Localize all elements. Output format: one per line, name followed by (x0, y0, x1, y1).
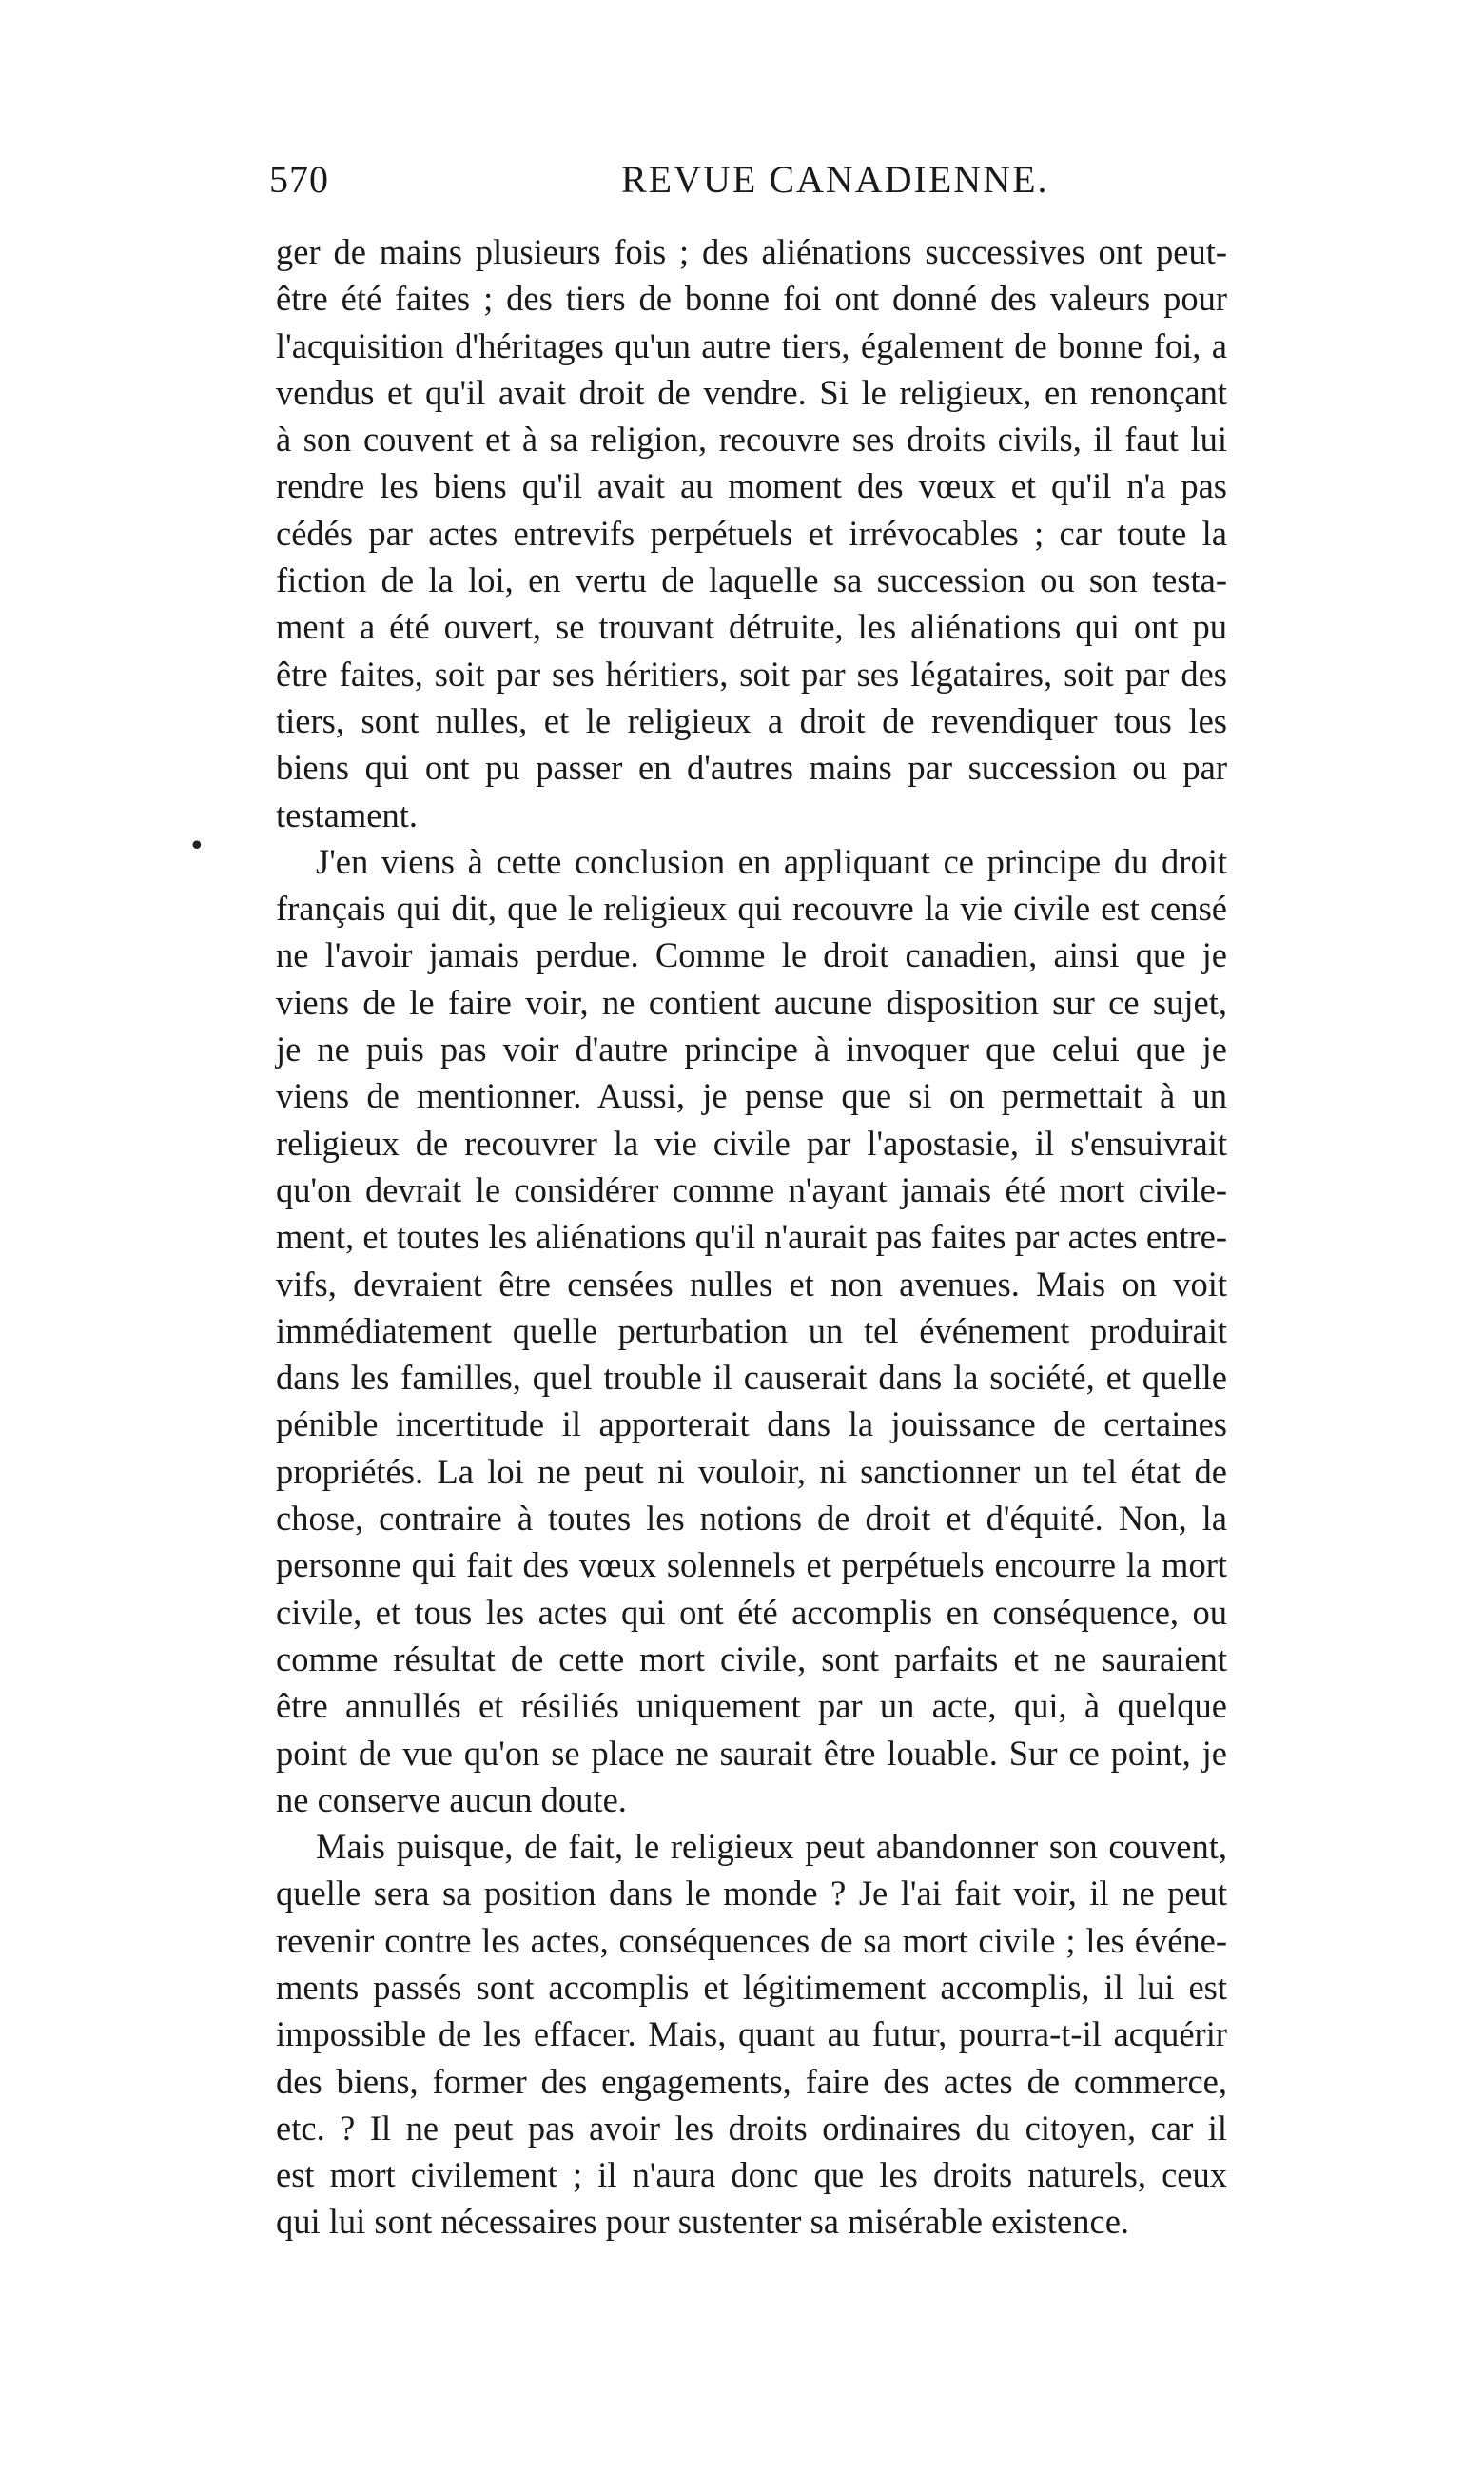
text-line: ment a été ouvert, se trouvant détruite, les aliénations qui ont pu (276, 607, 1227, 647)
text-line: être faites, soit par ses héritiers, soit par ses légataires, soit par des (276, 654, 1227, 694)
text-line: point de vue qu'on se place ne saurait être louable. Sur ce point, je (276, 1733, 1227, 1773)
text-line: des biens, former des engagements, faire des actes de commerce, (276, 2061, 1227, 2101)
text-line: viens de mentionner. Aussi, je pense que si on permettait à un (276, 1076, 1227, 1116)
text-line: propriétés. La loi ne peut ni vouloir, ni sanctionner un tel état de (276, 1451, 1227, 1491)
text-line: chose, contraire à toutes les notions de droit et d'équité. Non, la (276, 1499, 1227, 1539)
text-line: comme résultat de cette mort civile, sont parfaits et ne sauraient (276, 1638, 1227, 1678)
page-number: 570 (269, 158, 329, 201)
text-line: quelle sera sa position dans le monde ? Je l'ai fait voir, il ne peut (276, 1874, 1227, 1913)
text-line: ne conserve aucun doute. (276, 1779, 627, 1819)
body-text (276, 228, 1227, 2246)
text-line: impossible de les effacer. Mais, quant au futur, pourra-t-il acquérir (276, 2014, 1227, 2054)
text-line: ne l'avoir jamais perdue. Comme le droit canadien, ainsi que je (276, 935, 1227, 975)
margin-mark: • (188, 830, 205, 863)
text-line: ger de mains plusieurs fois ; des aliénations successives ont peut- (276, 232, 1227, 271)
text-line: pénible incertitude il apporterait dans la jouissance de certaines (276, 1404, 1227, 1444)
text-line: civile, et tous les actes qui ont été accomplis en conséquence, ou (276, 1592, 1227, 1632)
text-line: être annullés et résiliés uniquement par un acte, qui, à quelque (276, 1686, 1227, 1726)
text-line: ments passés sont accomplis et légitimement accomplis, il lui est (276, 1967, 1227, 2007)
text-line: qui lui sont nécessaires pour sustenter sa misérable existence. (276, 2202, 1130, 2242)
text-line: J'en viens à cette conclusion en appliquant ce principe du droit (316, 841, 1227, 881)
text-line: ment, et toutes les aliénations qu'il n'aurait pas faites par actes entre- (276, 1217, 1227, 1257)
running-title: REVUE CANADIENNE. (621, 158, 1049, 201)
text-line: est mort civilement ; il n'aura donc que les droits naturels, ceux (276, 2155, 1227, 2195)
text-line: testament. (276, 795, 418, 834)
page-header (269, 157, 1230, 214)
text-line: à son couvent et à sa religion, recouvre ses droits civils, il faut lui (276, 420, 1227, 460)
text-line: revenir contre les actes, conséquences de sa mort civile ; les événe- (276, 1920, 1227, 1960)
text-line: cédés par actes entrevifs perpétuels et irrévocables ; car toute la (276, 513, 1227, 553)
paragraph-2 (276, 838, 1227, 1823)
text-line: rendre les biens qu'il avait au moment des vœux et qu'il n'a pas (276, 466, 1227, 506)
text-line: personne qui fait des vœux solennels et perpétuels encourre la mort (276, 1545, 1227, 1585)
text-line: immédiatement quelle perturbation un tel événement produirait (276, 1310, 1227, 1350)
text-line: etc. ? Il ne peut pas avoir les droits ordinaires du citoyen, car il (276, 2108, 1227, 2148)
text-line: être été faites ; des tiers de bonne foi ont donné des valeurs pour (276, 279, 1227, 319)
text-line: dans les familles, quel trouble il causerait dans la société, et quelle (276, 1358, 1227, 1398)
paragraph-3 (276, 1823, 1227, 2246)
text-line: tiers, sont nulles, et le religieux a droit de revendiquer tous les (276, 700, 1227, 740)
text-line: Mais puisque, de fait, le religieux peut abandonner son couvent, (316, 1827, 1227, 1867)
paragraph-1 (276, 228, 1227, 838)
text-line: l'acquisition d'héritages qu'un autre tiers, également de bonne foi, a (276, 325, 1227, 365)
text-line: fiction de la loi, en vertu de laquelle sa succession ou son testa- (276, 560, 1227, 600)
text-line: qu'on devrait le considérer comme n'ayant jamais été mort civile- (276, 1169, 1227, 1209)
text-line: viens de le faire voir, ne contient aucune disposition sur ce sujet, (276, 982, 1227, 1022)
text-line: vifs, devraient être censées nulles et non avenues. Mais on voit (276, 1264, 1227, 1304)
text-line: je ne puis pas voir d'autre principe à invoquer que celui que je (276, 1030, 1227, 1069)
text-line: biens qui ont pu passer en d'autres mains par succession ou par (276, 748, 1227, 788)
text-line: français qui dit, que le religieux qui recouvre la vie civile est censé (276, 889, 1227, 929)
text-line: religieux de recouvrer la vie civile par l'apostasie, il s'ensuivrait (276, 1123, 1227, 1163)
text-line: vendus et qu'il avait droit de vendre. Si le religieux, en renonçant (276, 372, 1227, 412)
